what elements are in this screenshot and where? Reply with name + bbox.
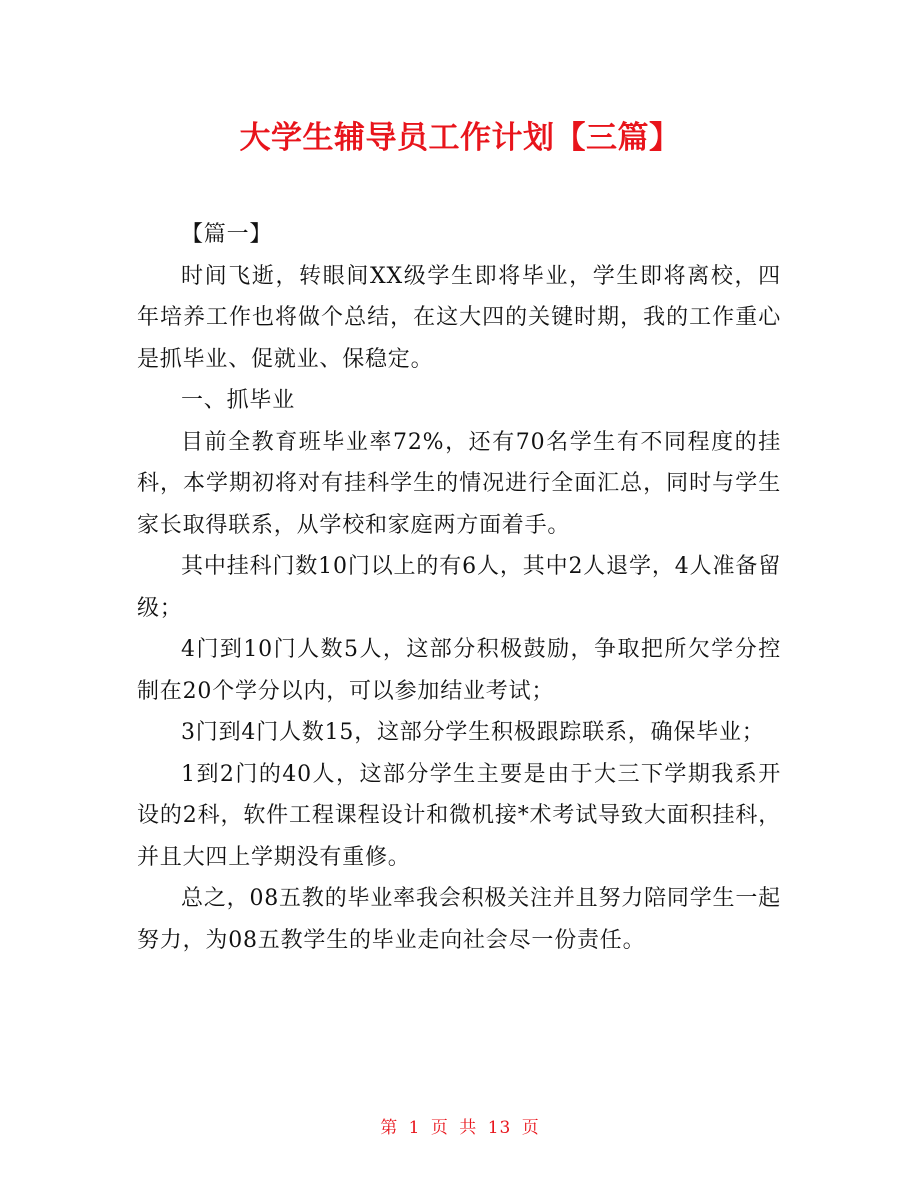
body-paragraph: 目前全教育班毕业率72%，还有70名学生有不同程度的挂科，本学期初将对有挂科学生的情况进行全面汇总，同时与学生家长取得联系，从学校和家庭两方面着手。 — [137, 429, 781, 538]
body-paragraph: 4门到10门人数5人，这部分积极鼓励，争取把所欠学分控制在20个学分以内，可以参加结业考试； — [137, 637, 781, 704]
body-paragraph: 其中挂科门数10门以上的有6人，其中2人退学，4人准备留级； — [137, 554, 781, 621]
document-title: 大学生辅导员工作计划【三篇】 — [239, 120, 681, 156]
section-heading: 【篇一】 — [181, 222, 273, 247]
document-body — [137, 214, 781, 961]
body-paragraph: 总之，08五教的毕业率我会积极关注并且努力陪同学生一起努力，为08五教学生的毕业走向社会尽一份责任。 — [137, 886, 781, 953]
body-paragraph: 1到2门的40人，这部分学生主要是由于大三下学期我系开设的2科，软件工程课程设计和微机接*术考试导致大面积挂科，并且大四上学期没有重修。 — [137, 761, 781, 870]
page-number-footer: 第 1 页 共 13 页 — [380, 1118, 540, 1138]
subsection-heading: 一、抓毕业 — [181, 388, 296, 413]
body-paragraph: 时间飞逝，转眼间XX级学生即将毕业，学生即将离校，四年培养工作也将做个总结，在这大四的关键时期，我的工作重心是抓毕业、促就业、保稳定。 — [137, 263, 781, 372]
body-paragraph: 3门到4门人数15，这部分学生积极跟踪联系，确保毕业； — [181, 720, 765, 745]
